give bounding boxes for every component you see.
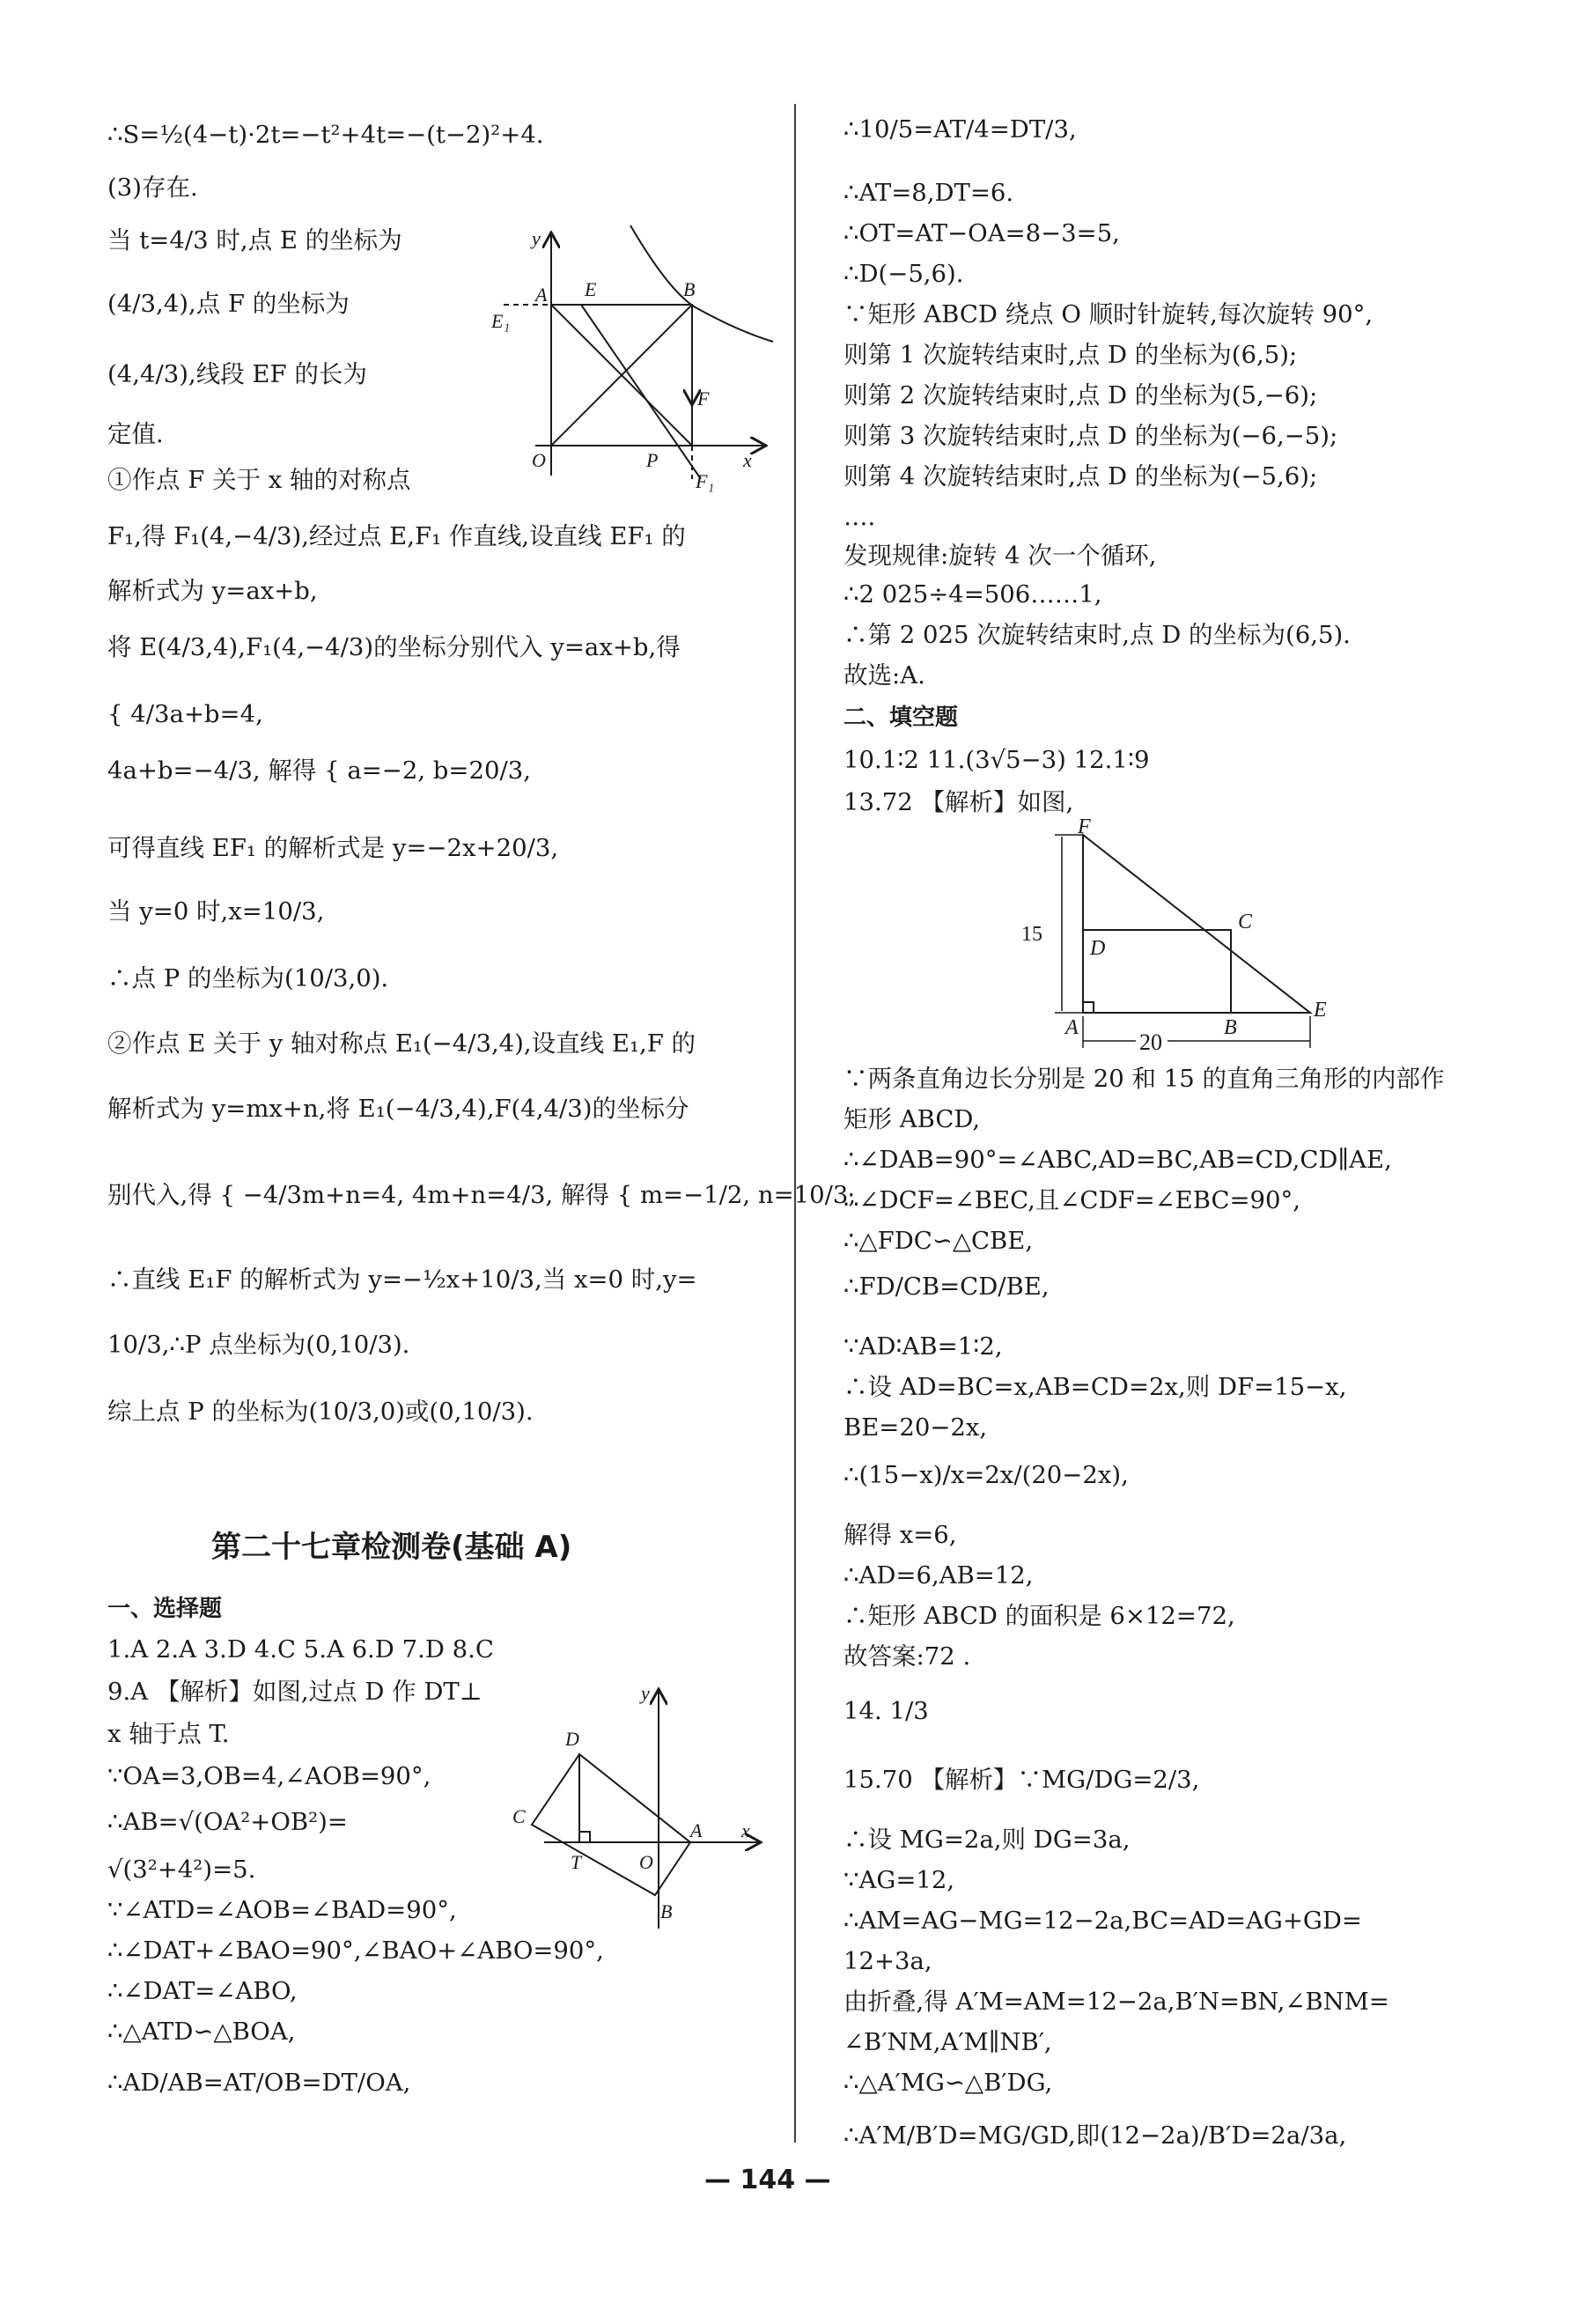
text-line: 别代入,得 { −4/3m+n=4, 4m+n=4/3, 解得 { m=−1/2, n=10/3, (107, 1181, 857, 1209)
text-line: 10/3,∴P 点坐标为(0,10/3). (107, 1331, 410, 1359)
page-number: — 144 — (704, 2165, 831, 2195)
right-angle-mark (579, 1832, 590, 1842)
text-line: ∵∠ATD=∠AOB=∠BAD=90°, (107, 1896, 457, 1924)
text-line: ∴∠DAB=90°=∠ABC,AD=BC,AB=CD,CD∥AE, (843, 1146, 1392, 1174)
fig1-label: F (697, 387, 710, 409)
text-line: ∴AD/AB=AT/OB=DT/OA, (107, 2069, 411, 2097)
text-line: ∴FD/CB=CD/BE, (843, 1273, 1050, 1301)
text-line: x 轴于点 T. (107, 1720, 230, 1748)
text-line: 4a+b=−4/3, 解得 { a=−2, b=20/3, (107, 756, 531, 785)
figure-rectangle-coordinates (509, 1673, 764, 1937)
text-line: ∴AM=AG−MG=12−2a,BC=AD=AG+GD= (843, 1907, 1362, 1935)
fig2-label: A (690, 1819, 703, 1841)
text-line: 定值. (107, 420, 164, 448)
fill-answers: 10.1∶2 11.(3√5−3) 12.1∶9 (843, 746, 1150, 774)
text-line: { 4/3a+b=4, (107, 700, 263, 728)
section-heading: 二、填空题 (843, 705, 959, 731)
text-line: ∵两条直角边长分别是 20 和 15 的直角三角形的内部作 (843, 1065, 1445, 1093)
text-line: ∴设 AD=BC=x,AB=CD=2x,则 DF=15−x, (843, 1373, 1347, 1401)
text-line: 则第 4 次旋转结束时,点 D 的坐标为(−5,6); (843, 462, 1318, 491)
fig3-label: F (1078, 815, 1091, 838)
text-line: 12+3a, (843, 1947, 932, 1975)
text-line: ∴设 MG=2a,则 DG=3a, (843, 1826, 1131, 1854)
text-line: ∴△FDC∽△CBE, (843, 1227, 1034, 1255)
fig2-label: D (565, 1728, 579, 1750)
text-line: 则第 1 次旋转结束时,点 D 的坐标为(6,5); (843, 341, 1298, 369)
text-line: ∴10/5=AT/4=DT/3, (843, 115, 1077, 144)
column-divider (794, 104, 796, 2143)
fig2-label: O (639, 1851, 653, 1873)
text-line: ∴AT=8,DT=6. (843, 179, 1014, 207)
fig3-label: D (1090, 937, 1106, 960)
text-line: ∵矩形 ABCD 绕点 O 顺时针旋转,每次旋转 90°, (843, 300, 1374, 328)
text-line: 矩形 ABCD, (843, 1105, 981, 1133)
text-line: (4,4/3),线段 EF 的长为 (107, 360, 367, 388)
text-line: ∴点 P 的坐标为(10/3,0). (107, 964, 389, 992)
fig3-label: B (1224, 1016, 1237, 1039)
fig2-label: x (741, 1819, 750, 1841)
fig2-label: T (571, 1851, 582, 1873)
text-line: ∵AG=12, (843, 1866, 955, 1894)
text-line: 可得直线 EF₁ 的解析式是 y=−2x+20/3, (107, 834, 559, 862)
text-line: 则第 3 次旋转结束时,点 D 的坐标为(−6,−5); (843, 422, 1338, 450)
text-line: ∴OT=AT−OA=8−3=5, (843, 219, 1120, 247)
fig1-label: A (535, 284, 548, 306)
text-line: ∴AB=√(OA²+OB²)= (107, 1808, 348, 1836)
text-line: ∴△ATD∽△BOA, (107, 2018, 296, 2046)
fig1-label: E (585, 278, 597, 300)
text-line: ∴S=½(4−t)·2t=−t²+4t=−(t−2)²+4. (107, 121, 544, 149)
text-line: ∴△A′MG∽△B′DG, (843, 2069, 1053, 2097)
text-line: F₁,得 F₁(4,−4/3),经过点 E,F₁ 作直线,设直线 EF₁ 的 (107, 522, 686, 550)
text-line: 则第 2 次旋转结束时,点 D 的坐标为(5,−6); (843, 381, 1318, 409)
fig1-label: P (646, 449, 659, 471)
rectangle-dcba (532, 1754, 690, 1895)
text-line: ∴∠DCF=∠BEC,且∠CDF=∠EBC=90°, (843, 1186, 1301, 1214)
text-line: 由折叠,得 A′M=AM=12−2a,B′N=BN,∠BNM= (843, 1988, 1389, 2016)
text-line: ∴2 025÷4=506……1, (843, 580, 1102, 609)
text-line: (4/3,4),点 F 的坐标为 (107, 290, 350, 318)
text-line: 解析式为 y=mx+n,将 E₁(−4/3,4),F(4,4/3)的坐标分 (107, 1095, 689, 1123)
fig3-label: A (1065, 1016, 1079, 1039)
text-line: ∵OA=3,OB=4,∠AOB=90°, (107, 1762, 431, 1790)
text-line: ∴A′M/B′D=MG/GD,即(12−2a)/B′D=2a/3a, (843, 2121, 1347, 2150)
text-line: 当 y=0 时,x=10/3, (107, 897, 325, 926)
text-line: 将 E(4/3,4),F₁(4,−4/3)的坐标分别代入 y=ax+b,得 (107, 633, 681, 661)
fig1-label: O (532, 449, 546, 471)
text-line: 13.72 【解析】如图, (843, 788, 1074, 816)
fig1-label: x (743, 449, 752, 471)
text-line: 15.70 【解析】∵MG/DG=2/3, (843, 1766, 1200, 1794)
text-line: 发现规律:旋转 4 次一个循环, (843, 542, 1157, 570)
text-line: 当 t=4/3 时,点 E 的坐标为 (107, 226, 402, 255)
text-line: 14. 1/3 (843, 1697, 929, 1725)
fig3-label: E (1314, 999, 1327, 1022)
text-line: ∴AD=6,AB=12, (843, 1561, 1034, 1590)
text-line: √(3²+4²)=5. (107, 1856, 256, 1884)
text-line: …. (843, 503, 876, 531)
text-line: 故答案:72 . (843, 1642, 971, 1671)
hyperbola-curve (630, 225, 773, 342)
text-line: ∠B′NM,A′M∥NB′, (843, 2028, 1052, 2056)
fig1-label: B (683, 278, 696, 300)
chapter-title: 第二十七章检测卷(基础 A) (211, 1530, 572, 1565)
fig1-label: y (532, 227, 541, 249)
text-line: ②作点 E 关于 y 轴对称点 E₁(−4/3,4),设直线 E₁,F 的 (107, 1029, 696, 1058)
fig3-label: 15 (1021, 923, 1042, 946)
fig3-label: 20 (1139, 1029, 1162, 1055)
text-line: (3)存在. (107, 173, 198, 202)
choice-answers: 1.A 2.A 3.D 4.C 5.A 6.D 7.D 8.C (107, 1635, 494, 1664)
text-line: ∴∠DAT=∠ABO, (107, 1977, 298, 2005)
right-angle-mark (1083, 1002, 1094, 1013)
text-line: ∵AD∶AB=1∶2, (843, 1332, 1003, 1361)
text-line: 解析式为 y=ax+b, (107, 577, 318, 605)
text-line: ∴D(−5,6). (843, 260, 964, 288)
figure-hyperbola-diagram (482, 218, 782, 500)
section-heading: 一、选择题 (107, 1596, 223, 1622)
text-line: ①作点 F 关于 x 轴的对称点 (107, 466, 411, 494)
line-ef1 (581, 305, 701, 479)
fig3-label: C (1238, 911, 1253, 933)
text-line: ∴第 2 025 次旋转结束时,点 D 的坐标为(6,5). (843, 621, 1351, 649)
fig2-label: B (660, 1900, 673, 1922)
text-line: 故选:A. (843, 661, 925, 690)
text-line: 9.A 【解析】如图,过点 D 作 DT⊥ (107, 1678, 482, 1706)
text-line: ∴∠DAT+∠BAO=90°,∠BAO+∠ABO=90°, (107, 1937, 604, 1965)
text-line: 综上点 P 的坐标为(10/3,0)或(0,10/3). (107, 1398, 534, 1426)
fig2-label: C (512, 1805, 526, 1827)
figure-triangle-rectangle (1013, 810, 1347, 1066)
text-line: ∴(15−x)/x=2x/(20−2x), (843, 1461, 1129, 1489)
text-line: ∴直线 E₁F 的解析式为 y=−½x+10/3,当 x=0 时,y= (107, 1265, 697, 1294)
text-line: BE=20−2x, (843, 1413, 988, 1442)
right-triangle (1083, 835, 1310, 1013)
text-line: ∴矩形 ABCD 的面积是 6×12=72, (843, 1602, 1235, 1630)
fig2-label: y (641, 1682, 650, 1704)
text-line: 解得 x=6, (843, 1521, 957, 1549)
fig1-label: F₁ (696, 470, 715, 492)
fig1-label: E₁ (491, 310, 511, 332)
